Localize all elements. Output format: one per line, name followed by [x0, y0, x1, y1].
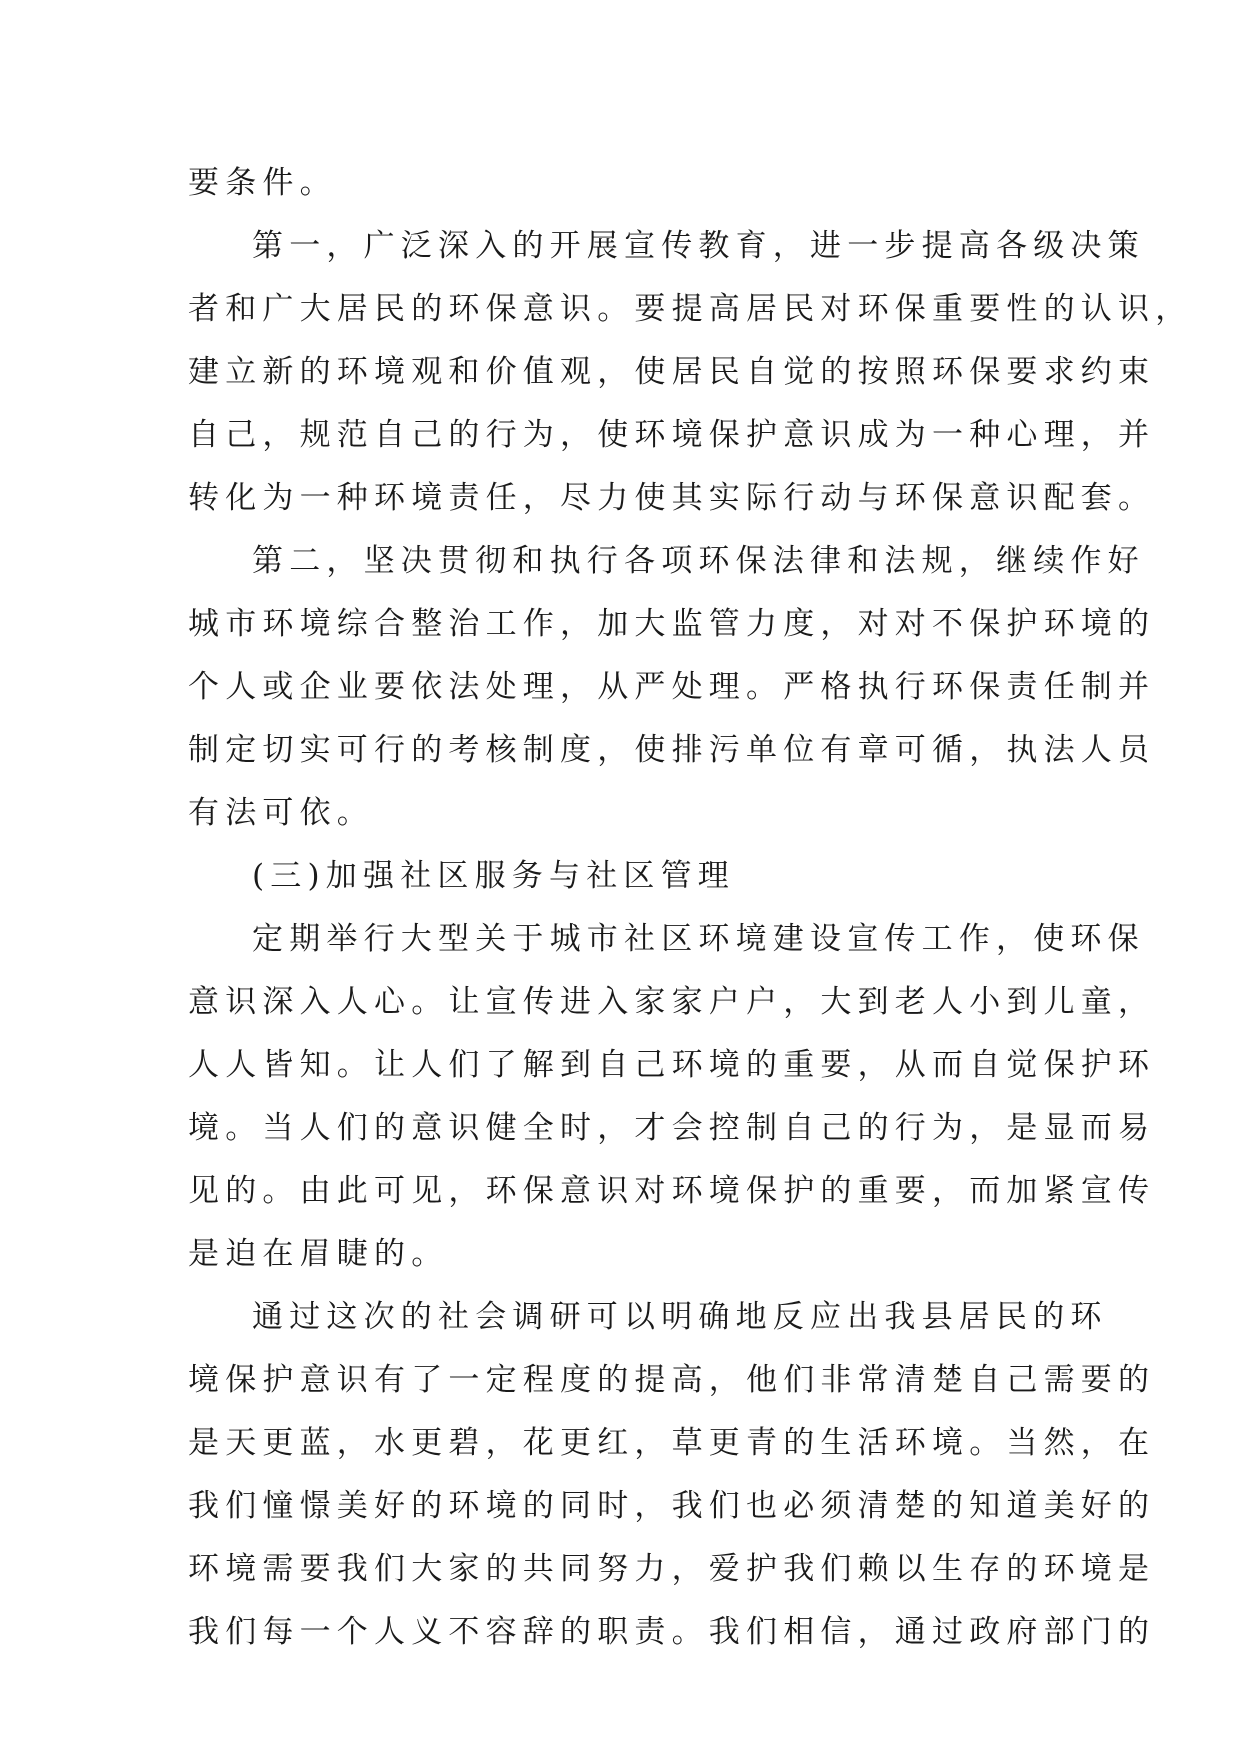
text-line: 境。当人们的意识健全时，才会控制自己的行为，是显而易: [188, 1110, 1156, 1146]
text-line: 意识深入人心。让宣传进入家家户户，大到老人小到儿童，: [188, 984, 1156, 1020]
text-line: 个人或企业要依法处理，从严处理。严格执行环保责任制并: [188, 669, 1156, 705]
text-line: 见的。由此可见，环保意识对环境保护的重要，而加紧宣传: [188, 1173, 1156, 1209]
text-line: 境保护意识有了一定程度的提高，他们非常清楚自己需要的: [188, 1362, 1156, 1398]
text-line: 是迫在眉睫的。: [188, 1236, 449, 1272]
text-line: 环境需要我们大家的共同努力，爱护我们赖以生存的环境是: [188, 1551, 1156, 1587]
text-line: 有法可依。: [188, 795, 374, 831]
text-line: 我们憧憬美好的环境的同时，我们也必须清楚的知道美好的: [188, 1488, 1156, 1524]
text-line: 我们每一个人义不容辞的职责。我们相信，通过政府部门的: [188, 1614, 1156, 1650]
text-line: 人人皆知。让人们了解到自己环境的重要，从而自觉保护环: [188, 1047, 1156, 1083]
body-text: [188, 152, 1193, 1664]
text-line: 城市环境综合整治工作，加大监管力度，对对不保护环境的: [188, 606, 1156, 642]
text-line: 建立新的环境观和价值观，使居民自觉的按照环保要求约束: [188, 354, 1156, 390]
paragraph-first-line: 通过这次的社会调研可以明确地反应出我县居民的环: [252, 1299, 1108, 1335]
text-line: 是天更蓝，水更碧，花更红，草更青的生活环境。当然，在: [188, 1425, 1156, 1461]
text-line: 制定切实可行的考核制度，使排污单位有章可循，执法人员: [188, 732, 1156, 768]
paragraph-first-line: 定期举行大型关于城市社区环境建设宣传工作，使环保: [252, 921, 1145, 957]
text-line: 转化为一种环境责任，尽力使其实际行动与环保意识配套。: [188, 480, 1156, 516]
text-line: 者和广大居民的环保意识。要提高居民对环保重要性的认识，: [188, 291, 1193, 327]
paragraph-first-line: 第二，坚决贯彻和执行各项环保法律和法规，继续作好: [252, 543, 1145, 579]
text-line: 自己，规范自己的行为，使环境保护意识成为一种心理，并: [188, 417, 1156, 453]
section-heading: (三)加强社区服务与社区管理: [252, 858, 735, 894]
text-line: 要条件。: [188, 165, 337, 201]
paragraph-first-line: 第一，广泛深入的开展宣传教育，进一步提高各级决策: [252, 228, 1145, 264]
